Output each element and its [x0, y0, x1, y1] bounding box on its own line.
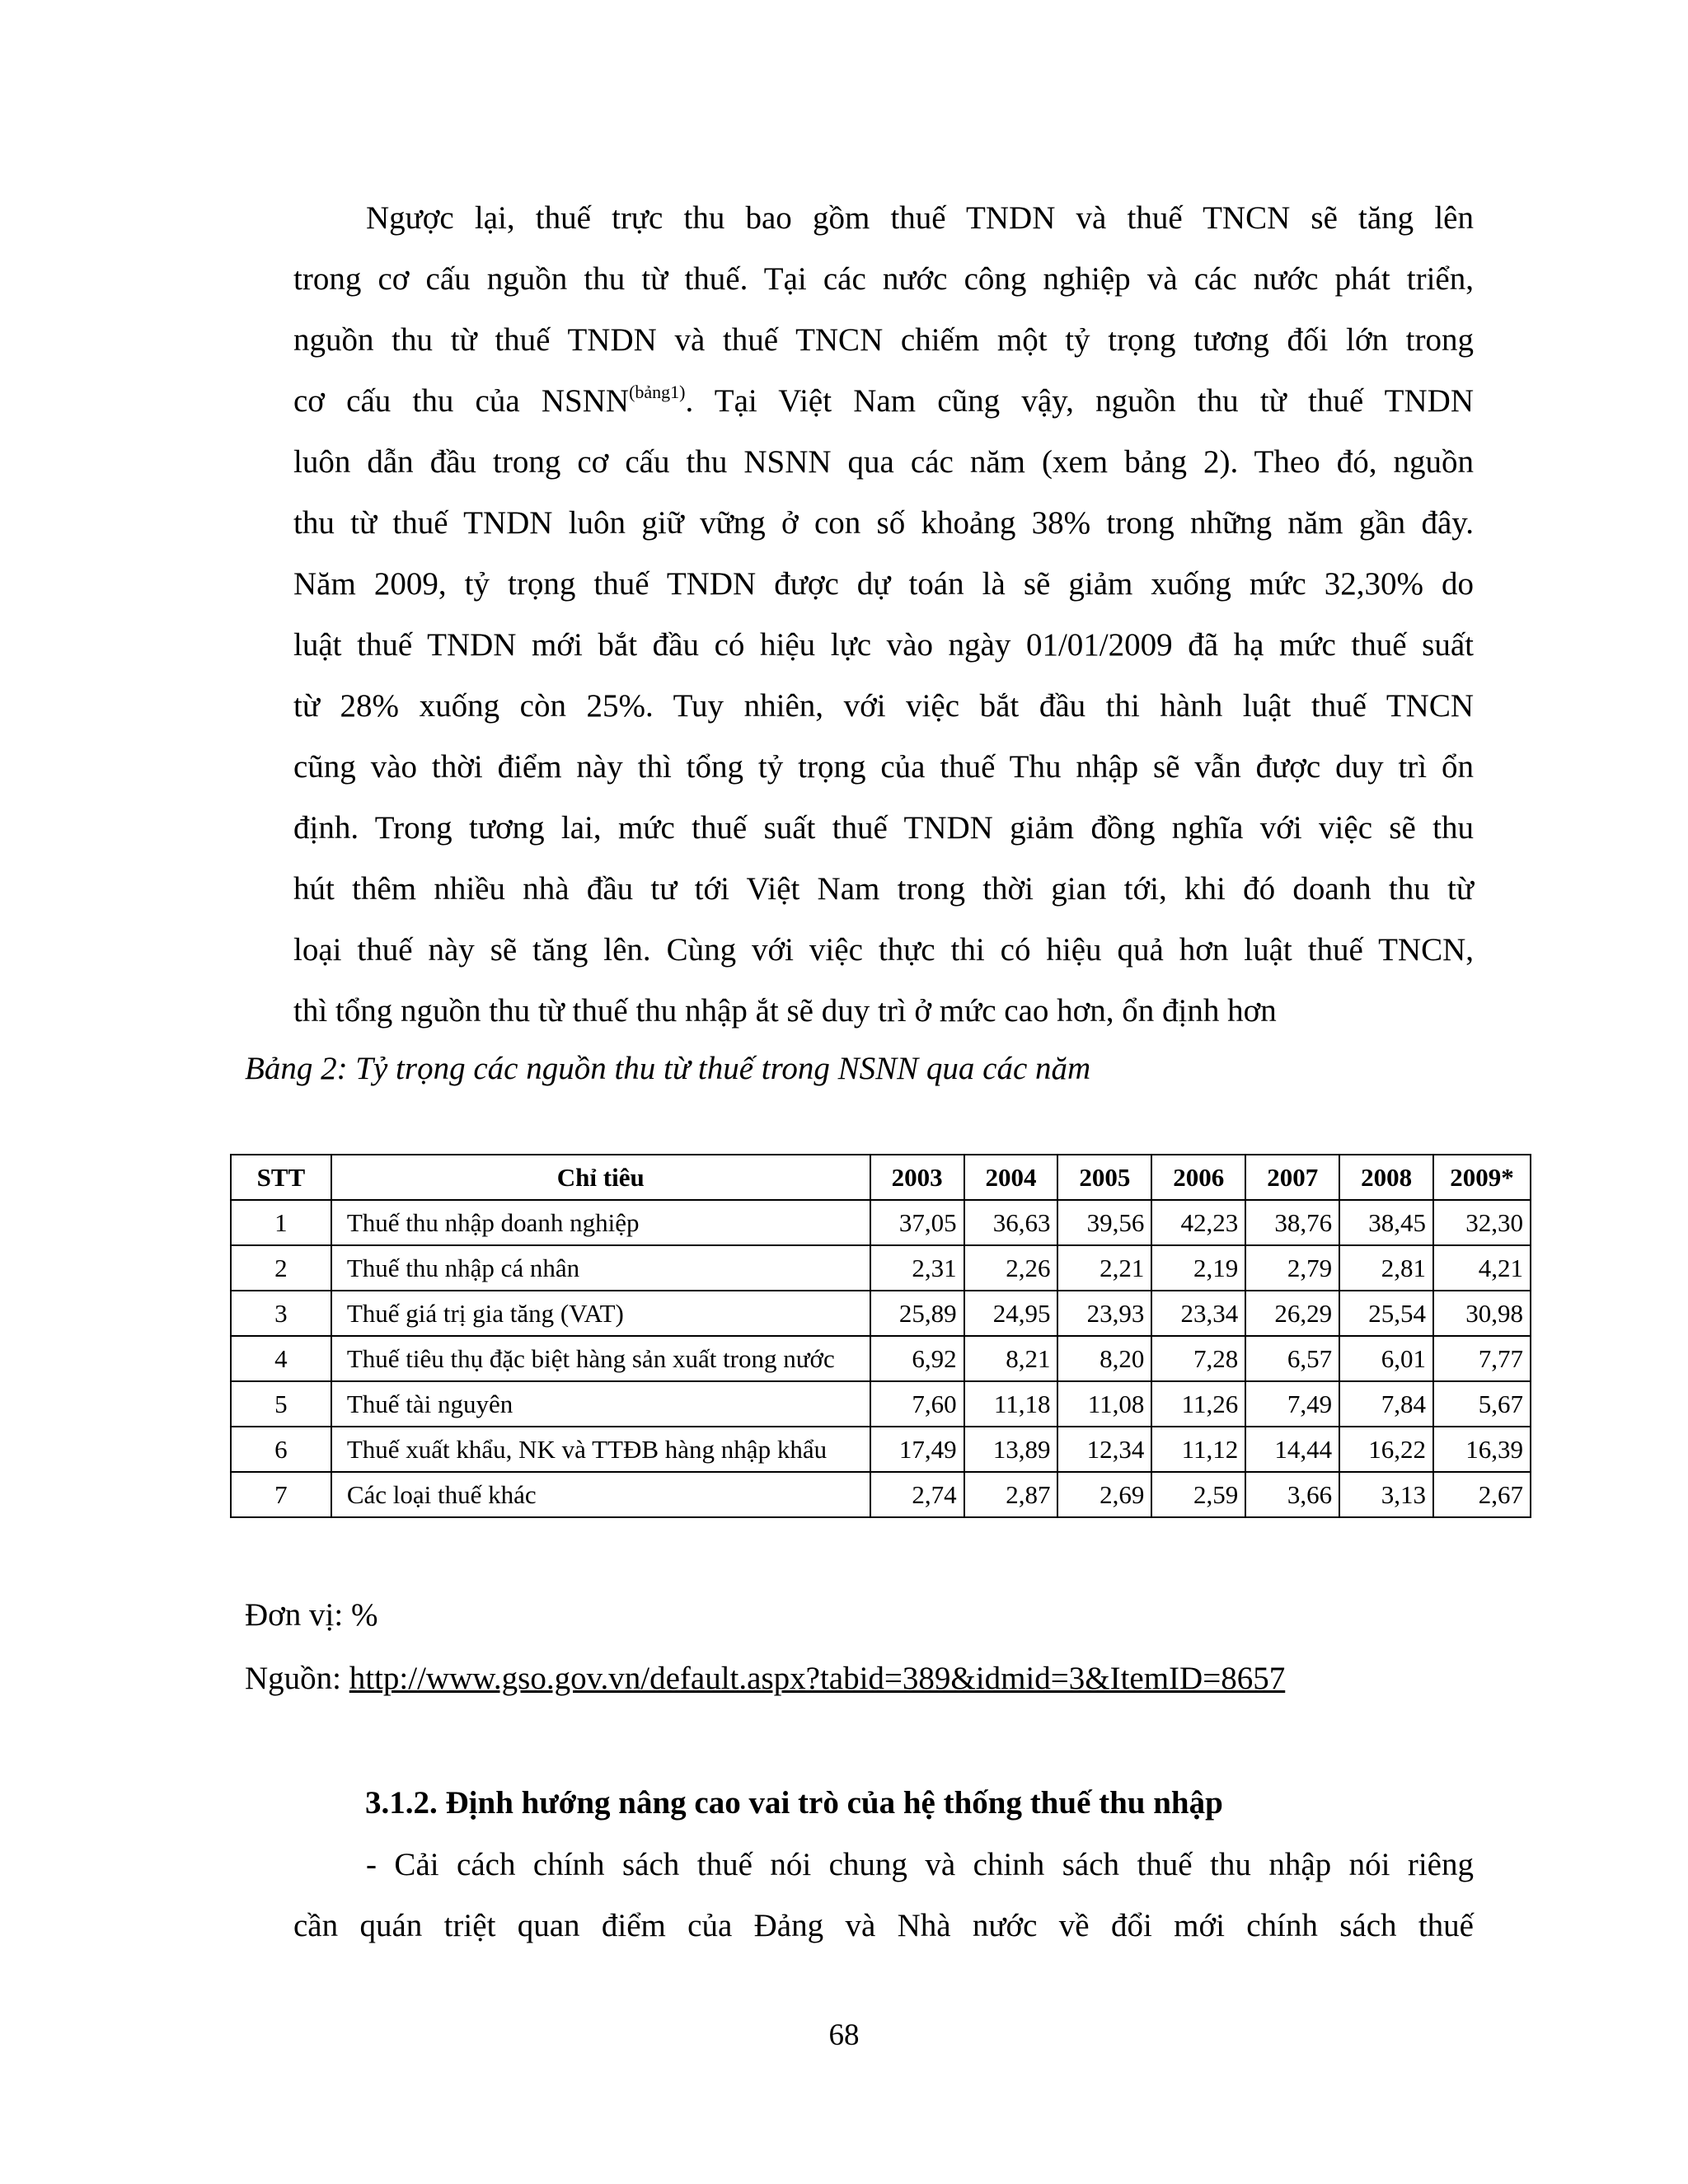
- table-cell-value: 7,84: [1339, 1381, 1433, 1427]
- source-label: Nguồn:: [245, 1661, 349, 1696]
- table-cell-value: 38,76: [1245, 1200, 1339, 1245]
- table-row: [231, 1381, 1531, 1427]
- table-cell-value: 2,67: [1433, 1472, 1531, 1517]
- table-cell-indicator: Thuế tiêu thụ đặc biệt hàng sản xuất trong nước: [331, 1336, 870, 1381]
- table-row: [231, 1472, 1531, 1517]
- text-line: Năm 2009, tỷ trọng thuế TNDN được dự toán là sẽ giảm xuống mức 32,30% do: [293, 566, 1474, 602]
- table-cell-value: 3,13: [1339, 1472, 1433, 1517]
- unit-note: Đơn vị: %: [245, 1597, 378, 1633]
- table-cell-value: 6,57: [1245, 1336, 1339, 1381]
- column-header-indicator: Chỉ tiêu: [331, 1155, 870, 1200]
- table-cell-value: 11,12: [1151, 1427, 1245, 1472]
- table-cell-indicator: Thuế giá trị gia tăng (VAT): [331, 1291, 870, 1336]
- table-cell-value: 30,98: [1433, 1291, 1531, 1336]
- table-row: [231, 1336, 1531, 1381]
- table-cell-value: 16,22: [1339, 1427, 1433, 1472]
- table-cell-stt: 7: [231, 1472, 331, 1517]
- text-line: Ngược lại, thuế trực thu bao gồm thuế TNDN và thuế TNCN sẽ tăng lên: [366, 200, 1474, 236]
- text-line: luôn dẫn đầu trong cơ cấu thu NSNN qua các năm (xem bảng 2). Theo đó, nguồn: [293, 444, 1474, 480]
- text-line: định. Trong tương lai, mức thuế suất thuế TNDN giảm đồng nghĩa với việc sẽ thu: [293, 810, 1474, 846]
- table-cell-value: 2,74: [870, 1472, 964, 1517]
- table-cell-value: 26,29: [1245, 1291, 1339, 1336]
- table-cell-value: 2,59: [1151, 1472, 1245, 1517]
- table-caption: Bảng 2: Tỷ trọng các nguồn thu từ thuế trong NSNN qua các năm: [245, 1051, 1091, 1086]
- table-cell-stt: 2: [231, 1245, 331, 1291]
- column-header-2007: 2007: [1245, 1155, 1339, 1200]
- table-header-row: [231, 1155, 1531, 1200]
- table-cell-value: 2,69: [1057, 1472, 1151, 1517]
- text-line: cũng vào thời điểm này thì tổng tỷ trọng của thuế Thu nhập sẽ vẫn được duy trì ổn: [293, 749, 1474, 785]
- table-cell-value: 25,54: [1339, 1291, 1433, 1336]
- table-cell-value: 7,28: [1151, 1336, 1245, 1381]
- table-cell-value: 5,67: [1433, 1381, 1531, 1427]
- text-line: từ 28% xuống còn 25%. Tuy nhiên, với việc bắt đầu thi hành luật thuế TNCN: [293, 688, 1474, 724]
- column-header-stt: STT: [231, 1155, 331, 1200]
- table-cell-value: 2,87: [964, 1472, 1058, 1517]
- table-cell-value: 23,93: [1057, 1291, 1151, 1336]
- table-cell-value: 7,49: [1245, 1381, 1339, 1427]
- table-cell-value: 7,77: [1433, 1336, 1531, 1381]
- text-line: - Cải cách chính sách thuế nói chung và chinh sách thuế thu nhập nói riêng: [366, 1847, 1474, 1882]
- text-fragment: . Tại Việt Nam cũng vậy, nguồn thu từ thuế TNDN: [685, 383, 1475, 419]
- table-cell-value: 24,95: [964, 1291, 1058, 1336]
- table-cell-value: 2,81: [1339, 1245, 1433, 1291]
- table-cell-value: 14,44: [1245, 1427, 1339, 1472]
- column-header-2005: 2005: [1057, 1155, 1151, 1200]
- column-header-2004: 2004: [964, 1155, 1058, 1200]
- table-cell-value: 2,79: [1245, 1245, 1339, 1291]
- column-header-2008: 2008: [1339, 1155, 1433, 1200]
- table-cell-value: 17,49: [870, 1427, 964, 1472]
- table-cell-value: 2,26: [964, 1245, 1058, 1291]
- table-cell-value: 6,92: [870, 1336, 964, 1381]
- table-cell-value: 42,23: [1151, 1200, 1245, 1245]
- text-line: trong cơ cấu nguồn thu từ thuế. Tại các nước công nghiệp và các nước phát triển,: [293, 261, 1474, 297]
- table-cell-stt: 3: [231, 1291, 331, 1336]
- text-line-with-footnote: [293, 371, 1474, 432]
- table-cell-stt: 4: [231, 1336, 331, 1381]
- column-header-2006: 2006: [1151, 1155, 1245, 1200]
- tax-share-table: [230, 1154, 1531, 1518]
- table-cell-value: 8,21: [964, 1336, 1058, 1381]
- table-cell-stt: 6: [231, 1427, 331, 1472]
- text-line: luật thuế TNDN mới bắt đầu có hiệu lực vào ngày 01/01/2009 đã hạ mức thuế suất: [293, 627, 1474, 663]
- table-cell-value: 2,19: [1151, 1245, 1245, 1291]
- table-cell-value: 8,20: [1057, 1336, 1151, 1381]
- table-cell-value: 11,08: [1057, 1381, 1151, 1427]
- table-cell-value: 36,63: [964, 1200, 1058, 1245]
- table-cell-value: 4,21: [1433, 1245, 1531, 1291]
- table-cell-value: 16,39: [1433, 1427, 1531, 1472]
- table-cell-value: 23,34: [1151, 1291, 1245, 1336]
- text-line: loại thuế này sẽ tăng lên. Cùng với việc thực thi có hiệu quả hơn luật thuế TNCN,: [293, 932, 1474, 968]
- table-cell-value: 3,66: [1245, 1472, 1339, 1517]
- table-cell-value: 38,45: [1339, 1200, 1433, 1245]
- text-fragment: cơ cấu thu của NSNN: [293, 383, 630, 419]
- table-cell-indicator: Thuế thu nhập cá nhân: [331, 1245, 870, 1291]
- table-cell-value: 37,05: [870, 1200, 964, 1245]
- column-header-2003: 2003: [870, 1155, 964, 1200]
- table-cell-value: 11,18: [964, 1381, 1058, 1427]
- table-row: [231, 1427, 1531, 1472]
- table-cell-value: 11,26: [1151, 1381, 1245, 1427]
- table-reference: (bảng1): [629, 382, 686, 402]
- text-line: thì tổng nguồn thu từ thuế thu nhập ắt sẽ duy trì ở mức cao hơn, ổn định hơn: [293, 993, 1277, 1029]
- column-header-2009: 2009*: [1433, 1155, 1531, 1200]
- table-cell-stt: 5: [231, 1381, 331, 1427]
- table-cell-indicator: Thuế tài nguyên: [331, 1381, 870, 1427]
- table-cell-value: 12,34: [1057, 1427, 1151, 1472]
- source-link[interactable]: http://www.gso.gov.vn/default.aspx?tabid=389&idmid=3&ItemID=8657: [349, 1661, 1286, 1696]
- table-cell-indicator: Thuế thu nhập doanh nghiệp: [331, 1200, 870, 1245]
- table-cell-value: 13,89: [964, 1427, 1058, 1472]
- page-number: 68: [828, 2018, 860, 2052]
- table-cell-value: 6,01: [1339, 1336, 1433, 1381]
- text-line: cần quán triệt quan điểm của Đảng và Nhà nước về đổi mới chính sách thuế: [293, 1908, 1474, 1943]
- source-note: [245, 1654, 1285, 1704]
- text-line: hút thêm nhiều nhà đầu tư tới Việt Nam trong thời gian tới, khi đó doanh thu từ: [293, 871, 1474, 907]
- table-row: [231, 1291, 1531, 1336]
- table-cell-value: 2,21: [1057, 1245, 1151, 1291]
- table-cell-indicator: Các loại thuế khác: [331, 1472, 870, 1517]
- table-cell-value: 7,60: [870, 1381, 964, 1427]
- table-cell-value: 39,56: [1057, 1200, 1151, 1245]
- table-cell-value: 25,89: [870, 1291, 964, 1336]
- table-row: [231, 1245, 1531, 1291]
- section-heading: 3.1.2. Định hướng nâng cao vai trò của hệ thống thuế thu nhập: [365, 1785, 1223, 1821]
- table-cell-value: 2,31: [870, 1245, 964, 1291]
- text-line: thu từ thuế TNDN luôn giữ vững ở con số khoảng 38% trong những năm gần đây.: [293, 505, 1474, 541]
- text-line: nguồn thu từ thuế TNDN và thuế TNCN chiếm một tỷ trọng tương đối lớn trong: [293, 322, 1474, 358]
- table-cell-value: 32,30: [1433, 1200, 1531, 1245]
- table-cell-stt: 1: [231, 1200, 331, 1245]
- table-row: [231, 1200, 1531, 1245]
- table-cell-indicator: Thuế xuất khẩu, NK và TTĐB hàng nhập khẩu: [331, 1427, 870, 1472]
